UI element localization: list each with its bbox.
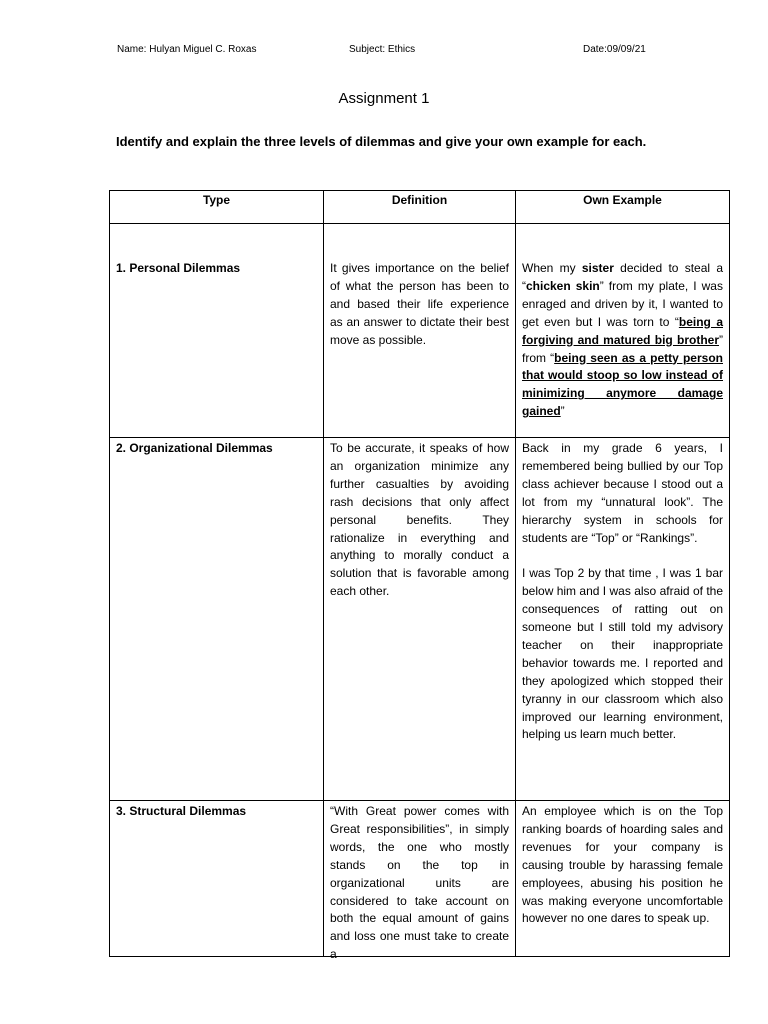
example-paragraph: Back in my grade 6 years, I remembered being bullied by our Top class achiever because I stood out a lot from my “unnatural look”. The hierarchy system in schools for students are “Top” or “Rankings”. bbox=[522, 441, 723, 545]
example-underlined-text: being seen as a petty person that would stoop so low instead of minimizing anymore damage gained bbox=[522, 350, 723, 419]
student-name: Name: Hulyan Miguel C. Roxas bbox=[117, 44, 257, 55]
definition-cell: To be accurate, it speaks of how an organization minimize any further casualties by avoiding rash decisions that only affect personal benefits. They rationalize in everything and anything to morally conduct a solution that is favorable among each other. bbox=[324, 438, 516, 801]
subject-label: Subject: Ethics bbox=[349, 44, 416, 55]
type-cell: 2. Organizational Dilemmas bbox=[110, 438, 324, 801]
definition-cell: It gives importance on the belief of what the person has been to and based their life experience as an answer to dictate their best move as possible. bbox=[324, 224, 516, 438]
type-cell: 3. Structural Dilemmas bbox=[110, 801, 324, 957]
table-header-row bbox=[110, 191, 730, 224]
assignment-title: Assignment 1 bbox=[338, 90, 430, 107]
example-text: When my bbox=[522, 261, 582, 275]
table-row bbox=[110, 224, 730, 438]
example-underlined-text: being a forgiving and matured big brother bbox=[522, 314, 723, 347]
example-cell: An employee which is on the Top ranking boards of hoarding sales and revenues for your company is causing trouble by harassing female employees, abusing his position he was making everyone uncomfortable however no one dares to speak up. bbox=[516, 801, 730, 957]
example-paragraph: I was Top 2 by that time , I was 1 bar below him and I was also afraid of the consequences of ratting out on someone but I still told my advisory teacher on their inappropriate behavior towards me. I reported and they apologized which stopped their tyranny in our classroom which also improved our learning environment, helping us learn much better. bbox=[522, 566, 723, 742]
header-definition: Definition bbox=[324, 191, 516, 224]
table-row bbox=[110, 801, 730, 957]
example-text: ” from “ bbox=[522, 332, 723, 365]
example-text: decided to steal a “ bbox=[522, 261, 724, 293]
header-own-example: Own Example bbox=[516, 191, 730, 224]
example-cell bbox=[516, 224, 730, 438]
assignment-instruction: Identify and explain the three levels of dilemmas and give your own example for each. bbox=[116, 134, 647, 149]
definition-cell bbox=[324, 801, 516, 962]
example-cell bbox=[516, 438, 730, 801]
table-row bbox=[110, 438, 730, 801]
definition-text: “With Great power comes with Great responsibilities”, in simply words, the one who mostly stands on the top in organizational units are considered to take account on both the equal amount of gains and loss one must take to create a bbox=[330, 804, 509, 962]
type-cell: 1. Personal Dilemmas bbox=[110, 224, 324, 438]
example-bold-text: chicken skin bbox=[526, 278, 600, 293]
date-label: Date:09/09/21 bbox=[583, 44, 646, 55]
example-text: ” from my plate, I was enraged and driven by it, I wanted to get even but I was torn to “ bbox=[522, 278, 723, 329]
example-text: ” bbox=[560, 404, 565, 419]
example-bold-text: sister bbox=[581, 261, 614, 275]
dilemmas-table bbox=[109, 190, 730, 962]
header-type: Type bbox=[110, 191, 324, 224]
